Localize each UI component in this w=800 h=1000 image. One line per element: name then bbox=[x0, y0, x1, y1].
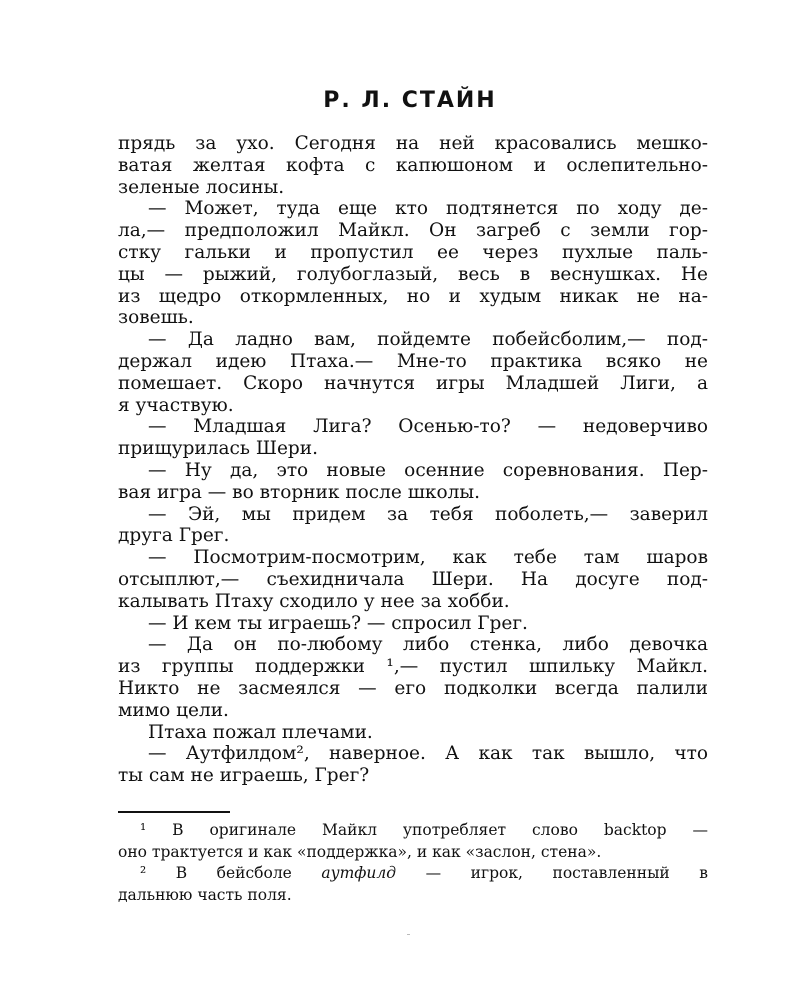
text-line: — Может, туда еще кто подтянется по ходу де- bbox=[148, 198, 708, 220]
text-line: калывать Птаху сходило у нее за хобби. bbox=[118, 590, 510, 612]
text-line: ватая желтая кофта с капюшоном и ослепительно- bbox=[118, 154, 708, 176]
text-line: зовешь. bbox=[118, 307, 194, 329]
text-line: — Посмотрим-посмотрим, как тебе там шаров bbox=[148, 547, 708, 569]
text-line: отсыплют,— съехидничала Шери. На досуге под- bbox=[118, 568, 708, 590]
text-line: вая игра — во вторник после школы. bbox=[118, 481, 480, 503]
text-line: зеленые лосины. bbox=[118, 176, 285, 198]
footnotes bbox=[118, 820, 708, 906]
text-line: цы — рыжий, голубоглазый, весь в веснушках. Не bbox=[118, 263, 708, 285]
footnote-line: ² В бейсболе аутфилд — игрок, поставленный в bbox=[140, 864, 708, 882]
text-line: прядь за ухо. Сегодня на ней красовались мешко- bbox=[118, 133, 708, 154]
text-line: из щедро откормленных, но и худым никак не на- bbox=[118, 285, 708, 307]
text-line: держал идею Птаха.— Мне-то практика всяко не bbox=[118, 350, 708, 372]
text-line: — Ну да, это новые осенние соревнования. Пер- bbox=[148, 459, 708, 481]
running-title: Р. Л. СТАЙН bbox=[323, 88, 497, 113]
text-line: из группы поддержки ¹,— пустил шпильку Майкл. bbox=[118, 656, 708, 678]
scan-speck bbox=[407, 934, 410, 935]
text-line: Никто не засмеялся — его подколки всегда палили bbox=[118, 677, 708, 699]
footnote-line: дальнюю часть поля. bbox=[118, 885, 292, 904]
footnote-line: оно трактуется и как «поддержка», и как «заслон, стена». bbox=[118, 842, 602, 861]
text-line: мимо цели. bbox=[118, 699, 229, 721]
text-line: — Младшая Лига? Осенью-то? — недоверчиво bbox=[148, 416, 708, 438]
text-line: ты сам не играешь, Грег? bbox=[118, 765, 370, 787]
text-line: помешает. Скоро начнутся игры Младшей Лиги, а bbox=[118, 372, 708, 394]
footnote-line: ¹ В оригинале Майкл употребляет слово backtop — bbox=[140, 821, 708, 839]
body-text bbox=[118, 133, 708, 787]
text-line: — Эй, мы придем за тебя поболеть,— заверил bbox=[148, 503, 708, 525]
text-line: — Аутфилдом², наверное. А как так вышло, что bbox=[148, 743, 708, 765]
footnote-rule bbox=[118, 811, 230, 813]
text-line: друга Грег. bbox=[118, 525, 230, 547]
text-line: Птаха пожал плечами. bbox=[148, 721, 373, 743]
text-line: прищурилась Шери. bbox=[118, 438, 318, 460]
text-line: — Да он по-любому либо стенка, либо девочка bbox=[148, 634, 708, 656]
text-line: — И кем ты играешь? — спросил Грег. bbox=[148, 612, 528, 634]
text-line: я участвую. bbox=[118, 394, 234, 416]
text-line: стку гальки и пропустил ее через пухлые паль- bbox=[118, 241, 708, 263]
text-line: ла,— предположил Майкл. Он загреб с земли гор- bbox=[118, 220, 708, 242]
text-line: — Да ладно вам, пойдемте побейсболим,— под- bbox=[148, 329, 708, 351]
